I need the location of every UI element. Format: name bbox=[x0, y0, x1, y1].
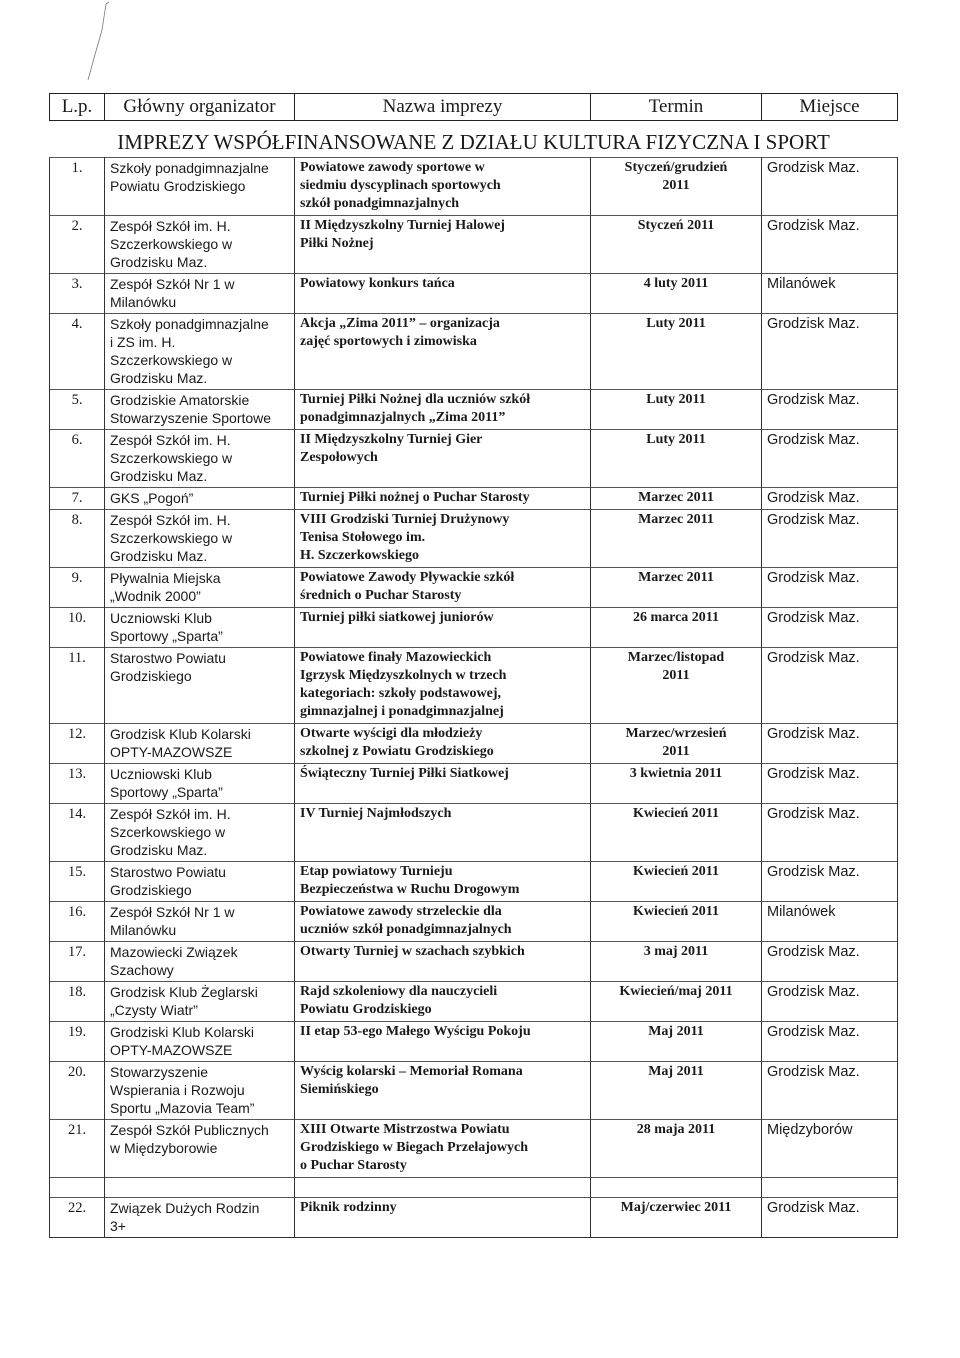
event-name-cell-line: Otwarte wyścigi dla młodzieży bbox=[300, 726, 483, 741]
date-cell-line: Kwiecień 2011 bbox=[633, 904, 719, 919]
event-name-cell-line: II Międzyszkolny Turniej Gier bbox=[300, 432, 483, 447]
event-name-cell-line: o Puchar Starosty bbox=[300, 1158, 407, 1173]
event-name-cell bbox=[295, 510, 591, 568]
event-name-cell bbox=[295, 648, 591, 724]
row-number: 21. bbox=[50, 1120, 105, 1178]
row-number: 10. bbox=[50, 608, 105, 648]
organizer-cell-line: Związek Dużych Rodzin bbox=[110, 1200, 260, 1216]
organizer-cell-line: Zespół Szkół im. H. bbox=[110, 218, 231, 234]
place-cell: Grodzisk Maz. bbox=[762, 804, 898, 862]
table-row bbox=[50, 764, 898, 804]
organizer-cell-line: Szczerkowskiego w bbox=[110, 236, 233, 252]
header-lp: L.p. bbox=[50, 94, 105, 121]
date-cell bbox=[591, 314, 762, 390]
organizer-cell bbox=[105, 804, 295, 862]
place-cell: Grodzisk Maz. bbox=[762, 724, 898, 764]
table-row bbox=[50, 314, 898, 390]
spacer-cell bbox=[591, 1178, 762, 1198]
date-cell bbox=[591, 488, 762, 510]
organizer-cell-line: Milanówku bbox=[110, 922, 177, 938]
organizer-cell-line: Milanówku bbox=[110, 294, 177, 310]
section-title: IMPREZY WSPÓŁFINANSOWANE Z DZIAŁU KULTURA FIZYCZNA I SPORT bbox=[50, 121, 898, 158]
table-row bbox=[50, 430, 898, 488]
organizer-cell-line: OPTY-MAZOWSZE bbox=[110, 744, 233, 760]
date-cell-line: Styczeń/grudzień bbox=[624, 160, 728, 175]
event-name-cell-line: Powiatowy konkurs tańca bbox=[300, 276, 455, 291]
row-number: 7. bbox=[50, 488, 105, 510]
event-name-cell bbox=[295, 216, 591, 274]
event-name-cell bbox=[295, 488, 591, 510]
place-cell: Grodzisk Maz. bbox=[762, 942, 898, 982]
table-row bbox=[50, 804, 898, 862]
row-number: 19. bbox=[50, 1022, 105, 1062]
place-cell: Milanówek bbox=[762, 902, 898, 942]
row-number: 5. bbox=[50, 390, 105, 430]
table-row bbox=[50, 942, 898, 982]
event-name-cell bbox=[295, 314, 591, 390]
organizer-cell-line: Powiatu Grodziskiego bbox=[110, 178, 246, 194]
place-cell: Grodzisk Maz. bbox=[762, 982, 898, 1022]
event-name-cell bbox=[295, 158, 591, 216]
organizer-cell-line: Zespół Szkół Nr 1 w bbox=[110, 904, 235, 920]
organizer-cell-line: Zespół Szkół im. H. bbox=[110, 512, 231, 528]
event-name-cell bbox=[295, 902, 591, 942]
organizer-cell-line: Grodzisku Maz. bbox=[110, 370, 208, 386]
date-cell bbox=[591, 982, 762, 1022]
event-name-cell-line: ponadgimnazjalnych „Zima 2011” bbox=[300, 410, 506, 425]
table-row bbox=[50, 1120, 898, 1178]
date-cell bbox=[591, 510, 762, 568]
date-cell-line: Marzec 2011 bbox=[638, 512, 714, 527]
place-cell: Grodzisk Maz. bbox=[762, 390, 898, 430]
date-cell-line: 4 luty 2011 bbox=[643, 276, 709, 291]
place-cell: Milanówek bbox=[762, 274, 898, 314]
organizer-cell bbox=[105, 568, 295, 608]
event-name-cell-line: Powiatowe zawody sportowe w bbox=[300, 160, 485, 175]
row-number: 3. bbox=[50, 274, 105, 314]
date-cell bbox=[591, 724, 762, 764]
organizer-cell bbox=[105, 608, 295, 648]
date-cell bbox=[591, 1120, 762, 1178]
spacer-cell bbox=[105, 1178, 295, 1198]
place-cell: Grodzisk Maz. bbox=[762, 608, 898, 648]
date-cell-line: Luty 2011 bbox=[646, 432, 706, 447]
organizer-cell-line: Uczniowski Klub bbox=[110, 610, 212, 626]
event-name-cell-line: Powiatu Grodziskiego bbox=[300, 1002, 432, 1017]
event-name-cell bbox=[295, 568, 591, 608]
organizer-cell bbox=[105, 314, 295, 390]
organizer-cell bbox=[105, 216, 295, 274]
place-cell: Międzyborów bbox=[762, 1120, 898, 1178]
event-name-cell-line: Turniej Piłki Nożnej dla uczniów szkół bbox=[300, 392, 531, 407]
date-cell-line: Marzec 2011 bbox=[638, 570, 714, 585]
organizer-cell bbox=[105, 158, 295, 216]
pen-mark bbox=[62, 0, 122, 90]
organizer-cell-line: GKS „Pogoń” bbox=[110, 490, 194, 506]
event-name-cell-line: siedmiu dyscyplinach sportowych bbox=[300, 178, 501, 193]
place-cell: Grodzisk Maz. bbox=[762, 648, 898, 724]
row-number: 15. bbox=[50, 862, 105, 902]
organizer-cell bbox=[105, 648, 295, 724]
date-cell-line: Kwiecień 2011 bbox=[633, 806, 719, 821]
organizer-cell-line: Zespół Szkół Nr 1 w bbox=[110, 276, 235, 292]
table-row bbox=[50, 488, 898, 510]
event-name-cell-line: Igrzysk Międzyszkolnych w trzech bbox=[300, 668, 507, 683]
event-name-cell-line: Powiatowe zawody strzeleckie dla bbox=[300, 904, 502, 919]
place-cell: Grodzisk Maz. bbox=[762, 510, 898, 568]
place-cell: Grodzisk Maz. bbox=[762, 1062, 898, 1120]
table-row bbox=[50, 568, 898, 608]
header-date: Termin bbox=[591, 94, 762, 121]
organizer-cell-line: OPTY-MAZOWSZE bbox=[110, 1042, 233, 1058]
event-name-cell-line: szkolnej z Powiatu Grodziskiego bbox=[300, 744, 494, 759]
event-name-cell-line: Piłki Nożnej bbox=[300, 236, 374, 251]
table-row bbox=[50, 1062, 898, 1120]
event-name-cell-line: IV Turniej Najmłodszych bbox=[300, 806, 452, 821]
organizer-cell-line: Pływalnia Miejska bbox=[110, 570, 221, 586]
organizer-cell-line: Grodzisku Maz. bbox=[110, 548, 208, 564]
organizer-cell bbox=[105, 390, 295, 430]
event-name-cell-line: kategoriach: szkoły podstawowej, bbox=[300, 686, 502, 701]
organizer-cell-line: Szczerkowskiego w bbox=[110, 450, 233, 466]
organizer-cell bbox=[105, 724, 295, 764]
event-name-cell-line: Wyścig kolarski – Memoriał Romana bbox=[300, 1064, 523, 1079]
organizer-cell bbox=[105, 510, 295, 568]
date-cell-line: 2011 bbox=[662, 668, 690, 683]
table-row bbox=[50, 902, 898, 942]
event-name-cell-line: Turniej piłki siatkowej juniorów bbox=[300, 610, 494, 625]
row-number: 4. bbox=[50, 314, 105, 390]
event-name-cell-line: II etap 53-ego Małego Wyścigu Pokoju bbox=[300, 1024, 531, 1039]
organizer-cell-line: Grodzisku Maz. bbox=[110, 254, 208, 270]
organizer-cell-line: Grodziskiego bbox=[110, 882, 192, 898]
event-name-cell-line: VIII Grodziski Turniej Drużynowy bbox=[300, 512, 510, 527]
event-name-cell-line: szkół ponadgimnazjalnych bbox=[300, 196, 460, 211]
event-name-cell-line: H. Szczerkowskiego bbox=[300, 548, 419, 563]
organizer-cell bbox=[105, 430, 295, 488]
spacer-cell bbox=[762, 1178, 898, 1198]
spacer-cell bbox=[295, 1178, 591, 1198]
event-name-cell bbox=[295, 982, 591, 1022]
table-row bbox=[50, 1022, 898, 1062]
event-name-cell bbox=[295, 608, 591, 648]
event-name-cell-line: średnich o Puchar Starosty bbox=[300, 588, 462, 603]
row-number: 2. bbox=[50, 216, 105, 274]
event-name-cell-line: Akcja „Zima 2011” – organizacja bbox=[300, 316, 500, 331]
organizer-cell-line: Szachowy bbox=[110, 962, 174, 978]
table-row bbox=[50, 390, 898, 430]
organizer-cell bbox=[105, 902, 295, 942]
row-number: 9. bbox=[50, 568, 105, 608]
event-name-cell-line: Siemińskiego bbox=[300, 1082, 379, 1097]
date-cell bbox=[591, 1062, 762, 1120]
event-name-cell bbox=[295, 804, 591, 862]
date-cell bbox=[591, 942, 762, 982]
organizer-cell bbox=[105, 1062, 295, 1120]
date-cell-line: Luty 2011 bbox=[646, 316, 706, 331]
organizer-cell-line: Stowarzyszenie bbox=[110, 1064, 209, 1080]
date-cell-line: Styczeń 2011 bbox=[637, 218, 715, 233]
event-name-cell-line: Zespołowych bbox=[300, 450, 378, 465]
event-name-cell bbox=[295, 724, 591, 764]
header-organizer: Główny organizator bbox=[105, 94, 295, 121]
event-name-cell-line: Rajd szkoleniowy dla nauczycieli bbox=[300, 984, 498, 999]
organizer-cell-line: Uczniowski Klub bbox=[110, 766, 212, 782]
event-name-cell-line: gimnazjalnej i ponadgimnazjalnej bbox=[300, 704, 504, 719]
date-cell bbox=[591, 216, 762, 274]
date-cell-line: 26 marca 2011 bbox=[632, 610, 720, 625]
table-row bbox=[50, 608, 898, 648]
organizer-cell bbox=[105, 274, 295, 314]
date-cell bbox=[591, 862, 762, 902]
event-name-cell bbox=[295, 764, 591, 804]
table-row bbox=[50, 216, 898, 274]
date-cell-line: Maj 2011 bbox=[648, 1024, 704, 1039]
organizer-cell-line: Grodzisk Klub Żeglarski bbox=[110, 984, 258, 1000]
event-name-cell bbox=[295, 390, 591, 430]
organizer-cell-line: Stowarzyszenie Sportowe bbox=[110, 410, 272, 426]
organizer-cell-line: Sportowy „Sparta” bbox=[110, 784, 223, 800]
row-number: 11. bbox=[50, 648, 105, 724]
date-cell bbox=[591, 430, 762, 488]
row-number: 12. bbox=[50, 724, 105, 764]
organizer-cell-line: Zespół Szkół Publicznych bbox=[110, 1122, 269, 1138]
organizer-cell-line: „Wodnik 2000” bbox=[110, 588, 201, 604]
date-cell-line: Marzec/listopad bbox=[627, 650, 725, 665]
event-name-cell-line: Piknik rodzinny bbox=[300, 1200, 397, 1215]
date-cell bbox=[591, 274, 762, 314]
organizer-cell-line: Starostwo Powiatu bbox=[110, 864, 226, 880]
event-name-cell-line: Turniej Piłki nożnej o Puchar Starosty bbox=[300, 490, 530, 505]
date-cell-line: Kwiecień 2011 bbox=[633, 864, 719, 879]
organizer-cell bbox=[105, 862, 295, 902]
date-cell-line: Marzec 2011 bbox=[638, 490, 714, 505]
event-name-cell bbox=[295, 1062, 591, 1120]
date-cell-line: 2011 bbox=[662, 178, 690, 193]
date-cell-line: 3 kwietnia 2011 bbox=[629, 766, 723, 781]
place-cell: Grodzisk Maz. bbox=[762, 862, 898, 902]
section-row bbox=[50, 121, 898, 158]
date-cell bbox=[591, 1022, 762, 1062]
table-row bbox=[50, 158, 898, 216]
table-row bbox=[50, 724, 898, 764]
place-cell: Grodzisk Maz. bbox=[762, 568, 898, 608]
row-number: 14. bbox=[50, 804, 105, 862]
organizer-cell-line: Grodzisku Maz. bbox=[110, 842, 208, 858]
organizer-cell-line: Grodziski Klub Kolarski bbox=[110, 1024, 254, 1040]
place-cell: Grodzisk Maz. bbox=[762, 314, 898, 390]
table-row bbox=[50, 1198, 898, 1238]
row-number: 20. bbox=[50, 1062, 105, 1120]
event-name-cell bbox=[295, 1120, 591, 1178]
event-name-cell-line: uczniów szkół ponadgimnazjalnych bbox=[300, 922, 512, 937]
date-cell-line: Maj/czerwiec 2011 bbox=[620, 1200, 732, 1215]
place-cell: Grodzisk Maz. bbox=[762, 488, 898, 510]
row-number: 16. bbox=[50, 902, 105, 942]
event-name-cell bbox=[295, 1022, 591, 1062]
event-name-cell-line: Otwarty Turniej w szachach szybkich bbox=[300, 944, 525, 959]
place-cell: Grodzisk Maz. bbox=[762, 430, 898, 488]
organizer-cell-line: Szcerkowskiego w bbox=[110, 824, 226, 840]
organizer-cell-line: Grodzisku Maz. bbox=[110, 468, 208, 484]
row-number: 18. bbox=[50, 982, 105, 1022]
organizer-cell-line: Szczerkowskiego w bbox=[110, 530, 233, 546]
organizer-cell-line: Sportowy „Sparta” bbox=[110, 628, 223, 644]
organizer-cell bbox=[105, 942, 295, 982]
place-cell: Grodzisk Maz. bbox=[762, 1198, 898, 1238]
event-name-cell-line: Świąteczny Turniej Piłki Siatkowej bbox=[300, 766, 509, 781]
organizer-cell bbox=[105, 1198, 295, 1238]
organizer-cell-line: Wspierania i Rozwoju bbox=[110, 1082, 245, 1098]
event-name-cell-line: II Międzyszkolny Turniej Halowej bbox=[300, 218, 505, 233]
date-cell bbox=[591, 390, 762, 430]
event-name-cell bbox=[295, 430, 591, 488]
organizer-cell bbox=[105, 982, 295, 1022]
organizer-cell-line: Zespół Szkół im. H. bbox=[110, 432, 231, 448]
organizer-cell-line: i ZS im. H. bbox=[110, 334, 176, 350]
organizer-cell bbox=[105, 1022, 295, 1062]
date-cell bbox=[591, 158, 762, 216]
organizer-cell-line: „Czysty Wiatr” bbox=[110, 1002, 198, 1018]
event-name-cell-line: Bezpieczeństwa w Ruchu Drogowym bbox=[300, 882, 520, 897]
date-cell bbox=[591, 568, 762, 608]
date-cell-line: 3 maj 2011 bbox=[643, 944, 709, 959]
event-name-cell-line: Tenisa Stołowego im. bbox=[300, 530, 426, 545]
events-table bbox=[49, 93, 898, 1238]
date-cell-line: 28 maja 2011 bbox=[636, 1122, 716, 1137]
organizer-cell-line: Grodziskie Amatorskie bbox=[110, 392, 250, 408]
event-name-cell-line: Powiatowe finały Mazowieckich bbox=[300, 650, 492, 665]
event-name-cell-line: zajęć sportowych i zimowiska bbox=[300, 334, 477, 349]
organizer-cell bbox=[105, 764, 295, 804]
organizer-cell-line: Szczerkowskiego w bbox=[110, 352, 233, 368]
event-name-cell bbox=[295, 274, 591, 314]
row-number: 17. bbox=[50, 942, 105, 982]
organizer-cell bbox=[105, 1120, 295, 1178]
place-cell: Grodzisk Maz. bbox=[762, 158, 898, 216]
date-cell bbox=[591, 608, 762, 648]
header-row bbox=[50, 94, 898, 121]
header-place: Miejsce bbox=[762, 94, 898, 121]
event-name-cell bbox=[295, 862, 591, 902]
date-cell bbox=[591, 804, 762, 862]
table-row bbox=[50, 648, 898, 724]
row-number: 22. bbox=[50, 1198, 105, 1238]
date-cell bbox=[591, 648, 762, 724]
date-cell bbox=[591, 764, 762, 804]
organizer-cell-line: Mazowiecki Związek bbox=[110, 944, 238, 960]
event-name-cell-line: XIII Otwarte Mistrzostwa Powiatu bbox=[300, 1122, 510, 1137]
table-row bbox=[50, 274, 898, 314]
organizer-cell-line: Grodzisk Klub Kolarski bbox=[110, 726, 251, 742]
place-cell: Grodzisk Maz. bbox=[762, 764, 898, 804]
table-body bbox=[50, 121, 898, 1238]
place-cell: Grodzisk Maz. bbox=[762, 216, 898, 274]
row-number: 13. bbox=[50, 764, 105, 804]
date-cell bbox=[591, 1198, 762, 1238]
organizer-cell-line: Szkoły ponadgimnazjalne bbox=[110, 160, 269, 176]
event-name-cell bbox=[295, 1198, 591, 1238]
row-number: 1. bbox=[50, 158, 105, 216]
organizer-cell-line: 3+ bbox=[110, 1218, 126, 1234]
date-cell-line: 2011 bbox=[662, 744, 690, 759]
table-row bbox=[50, 510, 898, 568]
table-row bbox=[50, 862, 898, 902]
row-number: 8. bbox=[50, 510, 105, 568]
event-name-cell-line: Grodziskiego w Biegach Przełajowych bbox=[300, 1140, 528, 1155]
date-cell-line: Marzec/wrzesień bbox=[625, 726, 727, 741]
organizer-cell-line: Zespół Szkół im. H. bbox=[110, 806, 231, 822]
spacer-cell bbox=[50, 1178, 105, 1198]
event-name-cell-line: Powiatowe Zawody Pływackie szkół bbox=[300, 570, 515, 585]
place-cell: Grodzisk Maz. bbox=[762, 1022, 898, 1062]
table-row bbox=[50, 982, 898, 1022]
date-cell-line: Kwiecień/maj 2011 bbox=[619, 984, 733, 999]
organizer-cell-line: Sportu „Mazovia Team” bbox=[110, 1100, 255, 1116]
date-cell bbox=[591, 902, 762, 942]
spacer-row bbox=[50, 1178, 898, 1198]
date-cell-line: Maj 2011 bbox=[648, 1064, 704, 1079]
header-event: Nazwa imprezy bbox=[295, 94, 591, 121]
organizer-cell bbox=[105, 488, 295, 510]
organizer-cell-line: w Międzyborowie bbox=[110, 1140, 218, 1156]
organizer-cell-line: Szkoły ponadgimnazjalne bbox=[110, 316, 269, 332]
row-number: 6. bbox=[50, 430, 105, 488]
event-name-cell-line: Etap powiatowy Turnieju bbox=[300, 864, 453, 879]
event-name-cell bbox=[295, 942, 591, 982]
organizer-cell-line: Grodziskiego bbox=[110, 668, 192, 684]
date-cell-line: Luty 2011 bbox=[646, 392, 706, 407]
organizer-cell-line: Starostwo Powiatu bbox=[110, 650, 226, 666]
